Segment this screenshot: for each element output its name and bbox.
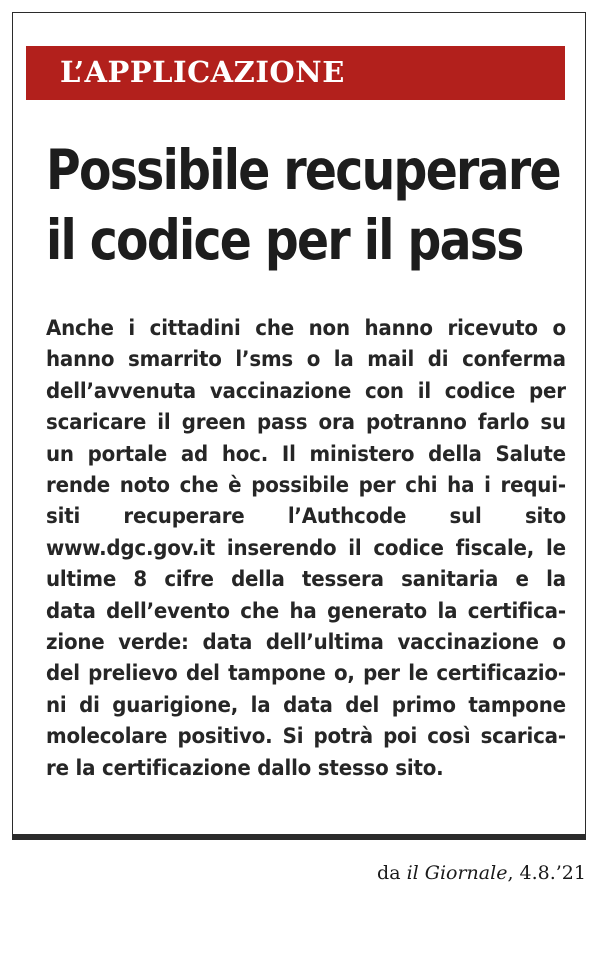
body-line: ultime 8 cifre della tessera sanitaria e la (46, 567, 566, 593)
body-line: hanno smarrito l’sms o la mail di conferma (46, 347, 566, 373)
article-clipping (12, 12, 586, 840)
body-line: dell’avvenuta vaccinazione con il codice per (46, 378, 566, 404)
body-line: del prelievo del tampone o, per le certificazio- (46, 661, 566, 687)
body-line: Anche i cittadini che non hanno ricevuto o (46, 316, 566, 341)
body-line: scaricare il green pass ora potranno farlo su (46, 410, 566, 436)
article-body (46, 313, 566, 784)
body-line: molecolare positivo. Si potrà poi così scarica- (46, 724, 566, 750)
body-line: siti recuperare l’Authcode sul sito (46, 504, 566, 530)
body-line: un portale ad hoc. Il ministero della Salute (46, 441, 566, 467)
headline-line-2: il codice per il pass (46, 208, 523, 272)
source-date: , 4.8.’21 (507, 862, 586, 884)
headline (46, 135, 560, 275)
source-prefix: da (377, 862, 401, 884)
body-line: data dell’evento che ha generato la certifica- (46, 598, 566, 624)
source-publication: il Giornale (406, 862, 508, 884)
body-line: ni di guarigione, la data del primo tampone (46, 692, 566, 718)
kicker-label: L’APPLICAZIONE (60, 55, 345, 89)
body-line: www.dgc.gov.it inserendo il codice fiscale, le (46, 535, 566, 561)
kicker-band (26, 46, 565, 100)
body-line: re la certificazione dallo stesso sito. (46, 755, 444, 781)
headline-line-1: Possibile recuperare (46, 138, 560, 202)
source-attribution (377, 862, 586, 884)
body-line: rende noto che è possibile per chi ha i requi- (46, 473, 566, 499)
body-line: zione verde: data dell’ultima vaccinazione o (46, 630, 566, 656)
